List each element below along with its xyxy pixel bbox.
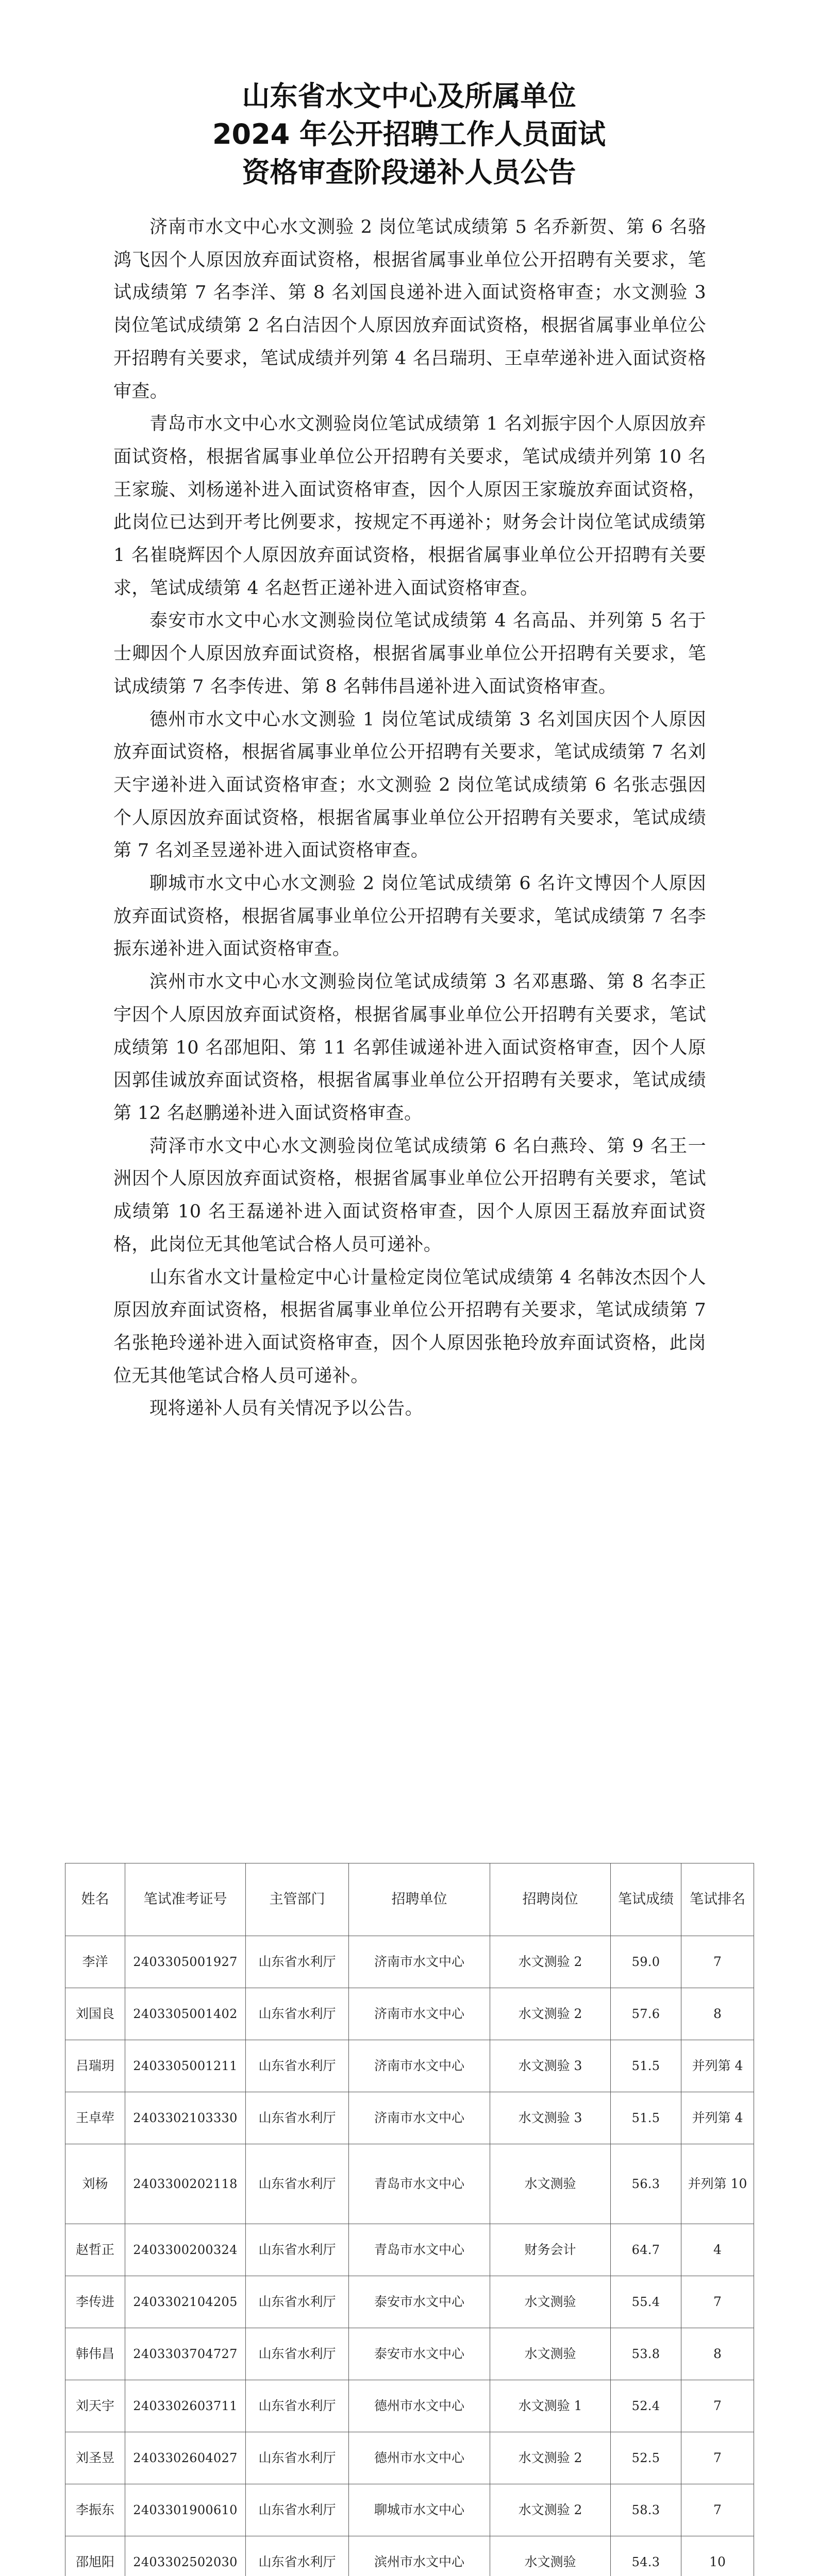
cell-name: 韩伟昌 — [65, 2328, 125, 2380]
cell-rank: 7 — [681, 2276, 754, 2328]
cell-rank: 7 — [681, 2484, 754, 2536]
cell-rank: 7 — [681, 2432, 754, 2484]
cell-name: 吕瑞玥 — [65, 2040, 125, 2092]
announcement-body — [113, 211, 706, 1426]
cell-post: 水文测验 — [490, 2144, 611, 2224]
cell-name: 刘天宇 — [65, 2380, 125, 2432]
cell-name: 邵旭阳 — [65, 2536, 125, 2576]
cell-rank: 7 — [681, 1936, 754, 1988]
table-row — [65, 2432, 754, 2484]
cell-post: 水文测验 3 — [490, 2040, 611, 2092]
paragraph-liaocheng: 聊城市水文中心水文测验 2 岗位笔试成绩第 6 名许文博因个人原因放弃面试资格，根据省属事业单位公开招聘有关要求，笔试成绩第 7 名李振东递补进入面试资格审查。 — [113, 873, 706, 960]
cell-rank: 10 — [681, 2536, 754, 2576]
cell-dept: 山东省水利厅 — [246, 2536, 349, 2576]
cell-name: 李洋 — [65, 1936, 125, 1988]
cell-ticket: 2403305001402 — [125, 1988, 246, 2040]
cell-unit: 泰安市水文中心 — [349, 2276, 490, 2328]
cell-dept: 山东省水利厅 — [246, 1988, 349, 2040]
paragraph-binzhou: 滨州市水文中心水文测验岗位笔试成绩第 3 名邓惠璐、第 8 名李正宇因个人原因放弃面试资格，根据省属事业单位公开招聘有关要求，笔试成绩第 10 名邵旭阳、第 11 名郭佳诚递补进入面试资格审查，因个人原因郭佳诚放弃面试资格，根据省属事业单位公开招聘有关要求，笔试成绩第 12 名赵鹏递补进入面试资格审查。 — [113, 972, 706, 1124]
cell-dept: 山东省水利厅 — [246, 2092, 349, 2144]
cell-ticket: 2403301900610 — [125, 2484, 246, 2536]
cell-ticket: 2403302502030 — [125, 2536, 246, 2576]
table-row — [65, 2484, 754, 2536]
cell-post: 水文测验 — [490, 2328, 611, 2380]
table-row — [65, 2144, 754, 2224]
cell-ticket: 2403300202118 — [125, 2144, 246, 2224]
table-row — [65, 2092, 754, 2144]
cell-score: 56.3 — [611, 2144, 681, 2224]
cell-score: 52.4 — [611, 2380, 681, 2432]
header-name: 姓名 — [65, 1863, 125, 1936]
cell-unit: 德州市水文中心 — [349, 2380, 490, 2432]
cell-post: 水文测验 3 — [490, 2092, 611, 2144]
cell-post: 水文测验 — [490, 2276, 611, 2328]
cell-dept: 山东省水利厅 — [246, 1936, 349, 1988]
cell-post: 水文测验 2 — [490, 1988, 611, 2040]
cell-ticket: 2403305001927 — [125, 1936, 246, 1988]
cell-unit: 德州市水文中心 — [349, 2432, 490, 2484]
cell-unit: 济南市水文中心 — [349, 2092, 490, 2144]
cell-score: 59.0 — [611, 1936, 681, 1988]
title-line-2: 2024 年公开招聘工作人员面试 — [212, 118, 606, 150]
cell-unit: 青岛市水文中心 — [349, 2144, 490, 2224]
header-score: 笔试成绩 — [611, 1863, 681, 1936]
paragraph-jinan: 济南市水文中心水文测验 2 岗位笔试成绩第 5 名乔新贺、第 6 名骆鸿飞因个人原因放弃面试资格，根据省属事业单位公开招聘有关要求，笔试成绩第 7 名李洋、第 8 名刘国良递补进入面试资格审查；水文测验 3 岗位笔试成绩第 2 名白洁因个人原因放弃面试资格，根据省属事业单位公开招聘有关要求，笔试成绩并列第 4 名吕瑞玥、王卓荦递补进入面试资格审查。 — [113, 217, 706, 402]
cell-ticket: 2403302103330 — [125, 2092, 246, 2144]
table-row — [65, 1936, 754, 1988]
cell-score: 58.3 — [611, 2484, 681, 2536]
cell-unit: 滨州市水文中心 — [349, 2536, 490, 2576]
cell-name: 李振东 — [65, 2484, 125, 2536]
cell-dept: 山东省水利厅 — [246, 2380, 349, 2432]
table-row — [65, 2276, 754, 2328]
header-ticket: 笔试准考证号 — [125, 1863, 246, 1936]
cell-name: 刘杨 — [65, 2144, 125, 2224]
cell-rank: 4 — [681, 2224, 754, 2276]
cell-unit: 聊城市水文中心 — [349, 2484, 490, 2536]
header-dept: 主管部门 — [246, 1863, 349, 1936]
cell-score: 54.3 — [611, 2536, 681, 2576]
header-rank: 笔试排名 — [681, 1863, 754, 1936]
paragraph-dezhou: 德州市水文中心水文测验 1 岗位笔试成绩第 3 名刘国庆因个人原因放弃面试资格，根据省属事业单位公开招聘有关要求，笔试成绩第 7 名刘天宇递补进入面试资格审查；水文测验 2 岗位笔试成绩第 6 名张志强因个人原因放弃面试资格，根据省属事业单位公开招聘有关要求，笔试成绩第 7 名刘圣昱递补进入面试资格审查。 — [113, 709, 706, 861]
cell-rank: 并列第 4 — [681, 2092, 754, 2144]
cell-score: 64.7 — [611, 2224, 681, 2276]
cell-ticket: 2403302604027 — [125, 2432, 246, 2484]
cell-rank: 7 — [681, 2380, 754, 2432]
cell-rank: 8 — [681, 2328, 754, 2380]
cell-dept: 山东省水利厅 — [246, 2276, 349, 2328]
cell-name: 李传进 — [65, 2276, 125, 2328]
cell-name: 刘国良 — [65, 1988, 125, 2040]
paragraph-closing: 现将递补人员有关情况予以公告。 — [149, 1398, 424, 1419]
table-row — [65, 2536, 754, 2576]
cell-post: 水文测验 2 — [490, 2484, 611, 2536]
cell-post: 水文测验 2 — [490, 2432, 611, 2484]
paragraph-heze: 菏泽市水文中心水文测验岗位笔试成绩第 6 名白燕玲、第 9 名王一洲因个人原因放弃面试资格，根据省属事业单位公开招聘有关要求，笔试成绩第 10 名王磊递补进入面试资格审查，因个人原因王磊放弃面试资格，此岗位无其他笔试合格人员可递补。 — [113, 1136, 706, 1255]
cell-post: 水文测验 — [490, 2536, 611, 2576]
cell-dept: 山东省水利厅 — [246, 2328, 349, 2380]
header-unit: 招聘单位 — [349, 1863, 490, 1936]
cell-unit: 泰安市水文中心 — [349, 2328, 490, 2380]
cell-score: 52.5 — [611, 2432, 681, 2484]
paragraph-metrology-center: 山东省水文计量检定中心计量检定岗位笔试成绩第 4 名韩汝杰因个人原因放弃面试资格，根据省属事业单位公开招聘有关要求，笔试成绩第 7 名张艳玲递补进入面试资格审查，因个人原因张艳玲放弃面试资格，此岗位无其他笔试合格人员可递补。 — [113, 1267, 706, 1386]
cell-ticket: 2403302104205 — [125, 2276, 246, 2328]
cell-score: 53.8 — [611, 2328, 681, 2380]
cell-unit: 济南市水文中心 — [349, 1988, 490, 2040]
cell-ticket: 2403303704727 — [125, 2328, 246, 2380]
cell-dept: 山东省水利厅 — [246, 2144, 349, 2224]
cell-name: 刘圣昱 — [65, 2432, 125, 2484]
cell-score: 57.6 — [611, 1988, 681, 2040]
cell-dept: 山东省水利厅 — [246, 2484, 349, 2536]
title-line-1: 山东省水文中心及所属单位 — [242, 80, 576, 112]
paragraph-qingdao: 青岛市水文中心水文测验岗位笔试成绩第 1 名刘振宇因个人原因放弃面试资格，根据省属事业单位公开招聘有关要求，笔试成绩并列第 10 名王家璇、刘杨递补进入面试资格审查，因个人原因王家璇放弃面试资格，此岗位已达到开考比例要求，按规定不再递补；财务会计岗位笔试成绩第 1 名崔晓辉因个人原因放弃面试资格，根据省属事业单位公开招聘有关要求，笔试成绩第 4 名赵哲正递补进入面试资格审查。 — [113, 414, 706, 599]
cell-score: 51.5 — [611, 2092, 681, 2144]
candidates-table-wrapper — [65, 1863, 754, 2576]
table-header-row — [65, 1863, 754, 1936]
paragraph-taian: 泰安市水文中心水文测验岗位笔试成绩第 4 名高品、并列第 5 名于士卿因个人原因放弃面试资格，根据省属事业单位公开招聘有关要求，笔试成绩第 7 名李传进、第 8 名韩伟昌递补进入面试资格审查。 — [113, 611, 706, 697]
cell-rank: 并列第 4 — [681, 2040, 754, 2092]
cell-dept: 山东省水利厅 — [246, 2224, 349, 2276]
cell-score: 55.4 — [611, 2276, 681, 2328]
cell-unit: 济南市水文中心 — [349, 2040, 490, 2092]
candidates-table — [65, 1863, 754, 2576]
cell-post: 水文测验 2 — [490, 1936, 611, 1988]
header-post: 招聘岗位 — [490, 1863, 611, 1936]
cell-dept: 山东省水利厅 — [246, 2040, 349, 2092]
cell-ticket: 2403302603711 — [125, 2380, 246, 2432]
cell-post: 财务会计 — [490, 2224, 611, 2276]
cell-name: 赵哲正 — [65, 2224, 125, 2276]
title-line-3: 资格审查阶段递补人员公告 — [242, 156, 576, 189]
table-row — [65, 2224, 754, 2276]
cell-rank: 并列第 10 — [681, 2144, 754, 2224]
cell-ticket: 2403305001211 — [125, 2040, 246, 2092]
cell-unit: 青岛市水文中心 — [349, 2224, 490, 2276]
cell-name: 王卓荦 — [65, 2092, 125, 2144]
cell-unit: 济南市水文中心 — [349, 1936, 490, 1988]
table-row — [65, 2040, 754, 2092]
cell-dept: 山东省水利厅 — [246, 2432, 349, 2484]
cell-rank: 8 — [681, 1988, 754, 2040]
cell-post: 水文测验 1 — [490, 2380, 611, 2432]
table-row — [65, 2328, 754, 2380]
cell-score: 51.5 — [611, 2040, 681, 2092]
table-row — [65, 1988, 754, 2040]
table-row — [65, 2380, 754, 2432]
cell-ticket: 2403300200324 — [125, 2224, 246, 2276]
announcement-title — [0, 77, 818, 192]
